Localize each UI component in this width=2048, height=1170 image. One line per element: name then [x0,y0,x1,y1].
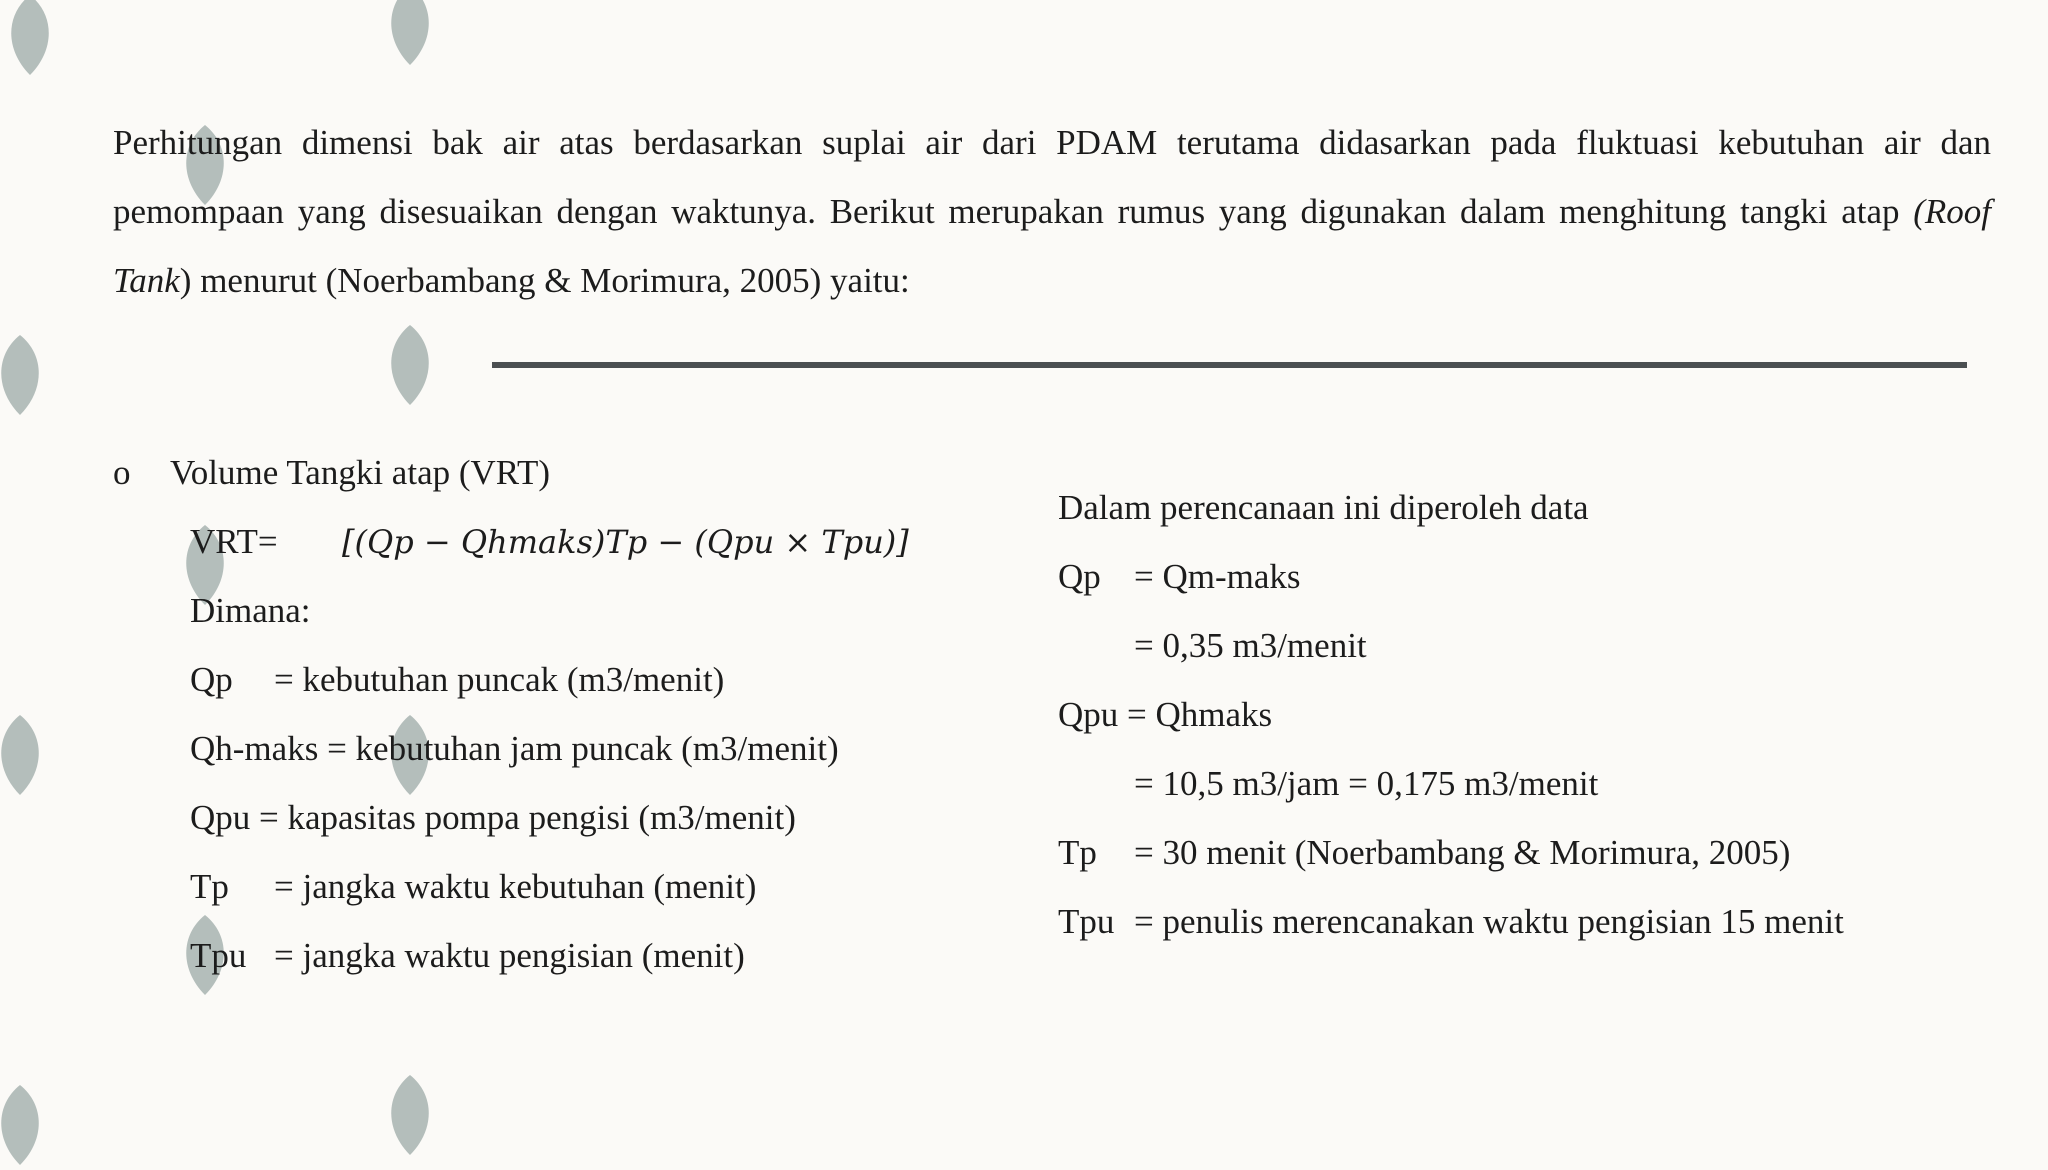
definition-label: Tp [190,867,229,906]
definition-label: Tpu [190,936,247,975]
definition-text: = jangka waktu pengisian (menit) [274,936,745,975]
definition-row [190,726,839,772]
dimana-label: Dimana: [190,591,311,630]
definition-label: Qpu [190,798,251,837]
leaf-decoration-icon [0,0,75,80]
leaf-decoration-icon [0,1080,65,1170]
definition-label: Qp [190,660,233,699]
data-value: = Qm-maks [1134,557,1301,596]
intro-paragraph [113,108,1991,315]
leaf-decoration-icon [0,330,65,420]
definition-row [190,864,756,910]
definition-text: = kebutuhan puncak (m3/menit) [274,660,725,699]
data-row [1058,830,1790,876]
data-row [1058,761,1598,807]
paragraph-italic: (Roof Tank [113,192,1991,300]
data-label: Tp [1058,833,1097,872]
data-intro: Dalam perencanaan ini diperoleh data [1058,488,1589,527]
data-value: = 0,35 m3/menit [1134,626,1367,665]
data-row [1058,692,1272,738]
data-value: = 30 menit (Noerbambang & Morimura, 2005) [1134,833,1791,872]
formula-label: VRT= [190,522,278,561]
data-label: Tpu [1058,902,1115,941]
data-value: = Qhmaks [1127,695,1273,734]
data-value: = penulis merencanakan waktu pengisian 15 menit [1134,902,1844,941]
leaf-decoration-icon [365,0,455,70]
paragraph-text-1: Perhitungan dimensi bak air atas berdasarkan suplai air dari PDAM terutama didasarkan pada fluktuasi kebutuhan air dan pemompaan yang disesuaikan dengan waktunya. Berikut merupakan rumus yang digunakan dalam menghitung tangki atap [113,123,1991,231]
formula-row [190,519,909,565]
divider-line [492,362,1967,368]
leaf-decoration-icon [0,710,65,800]
leaf-decoration-icon [365,1070,455,1160]
data-label: Qp [1058,557,1101,596]
paragraph-text-2: ) menurut (Noerbambang & Morimura, 2005) yaitu: [179,261,910,300]
data-row [1058,623,1367,669]
section-heading: Volume Tangki atap (VRT) [170,453,551,492]
formula-expression: [(Qp − Qhmaks)Tp − (Qpu × Tpu)] [342,523,909,561]
definition-text: = jangka waktu kebutuhan (menit) [274,867,757,906]
data-label: Qpu [1058,695,1119,734]
definition-row [190,933,745,979]
data-row [1058,899,1844,945]
bullet-marker: o [113,453,131,492]
definition-row [190,795,796,841]
data-value: = 10,5 m3/jam = 0,175 m3/menit [1134,764,1599,803]
definition-label: Qh-maks [190,729,319,768]
definition-row [190,657,724,703]
leaf-decoration-icon [365,320,455,410]
definition-text: = kebutuhan jam puncak (m3/menit) [327,729,839,768]
definition-text: = kapasitas pompa pengisi (m3/menit) [259,798,796,837]
data-row [1058,554,1301,600]
